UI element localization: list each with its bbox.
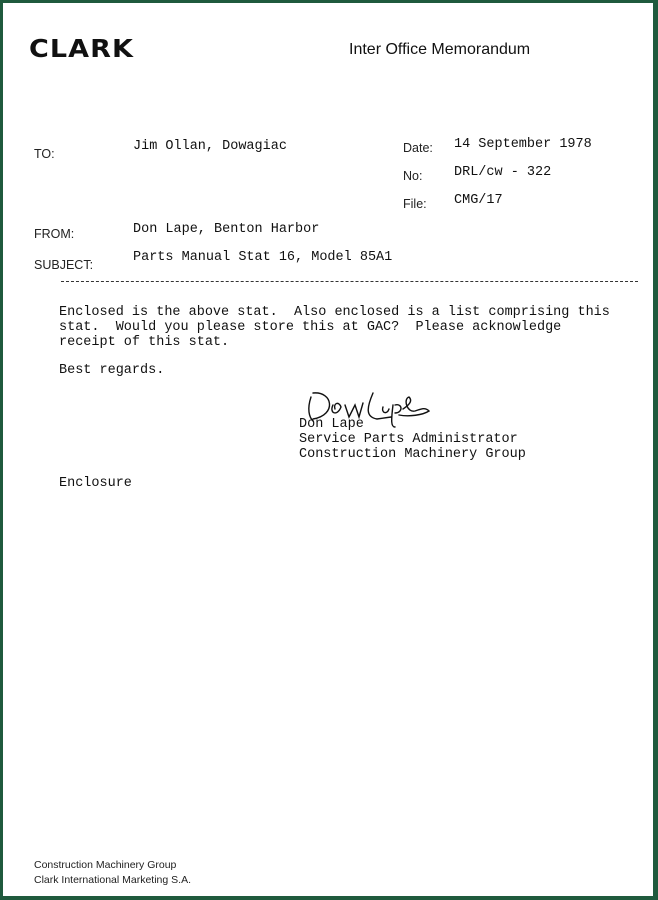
body-line-3: receipt of this stat. xyxy=(59,335,230,350)
closing: Best regards. xyxy=(59,363,165,378)
date-value: 14 September 1978 xyxy=(454,137,592,152)
file-value: CMG/17 xyxy=(454,193,503,208)
clark-logo: CLARK xyxy=(29,34,135,63)
date-label: Date: xyxy=(403,141,433,155)
body-line-1: Enclosed is the above stat. Also enclosed is a list comprising this xyxy=(59,305,610,320)
signatory-name: Don Lape xyxy=(299,417,364,432)
subject-label: SUBJECT: xyxy=(34,258,94,272)
signatory-group: Construction Machinery Group xyxy=(299,447,526,462)
from-value: Don Lape, Benton Harbor xyxy=(133,222,320,237)
no-value: DRL/cw - 322 xyxy=(454,165,552,180)
to-value: Jim Ollan, Dowagiac xyxy=(133,139,287,154)
from-label: FROM: xyxy=(34,227,75,241)
memo-page xyxy=(3,3,653,896)
enclosure-note: Enclosure xyxy=(59,476,132,491)
signatory-title: Service Parts Administrator xyxy=(299,432,518,447)
footer-line-1: Construction Machinery Group xyxy=(34,859,177,871)
file-label: File: xyxy=(403,197,427,211)
subject-value: Parts Manual Stat 16, Model 85A1 xyxy=(133,250,393,265)
memo-body xyxy=(59,305,649,350)
no-label: No: xyxy=(403,169,423,183)
body-line-2: stat. Would you please store this at GAC? Please acknowledge xyxy=(59,320,562,335)
to-label: TO: xyxy=(34,147,55,161)
memo-title: Inter Office Memorandum xyxy=(349,41,531,58)
footer-line-2: Clark International Marketing S.A. xyxy=(34,874,191,886)
divider-line xyxy=(61,281,638,282)
